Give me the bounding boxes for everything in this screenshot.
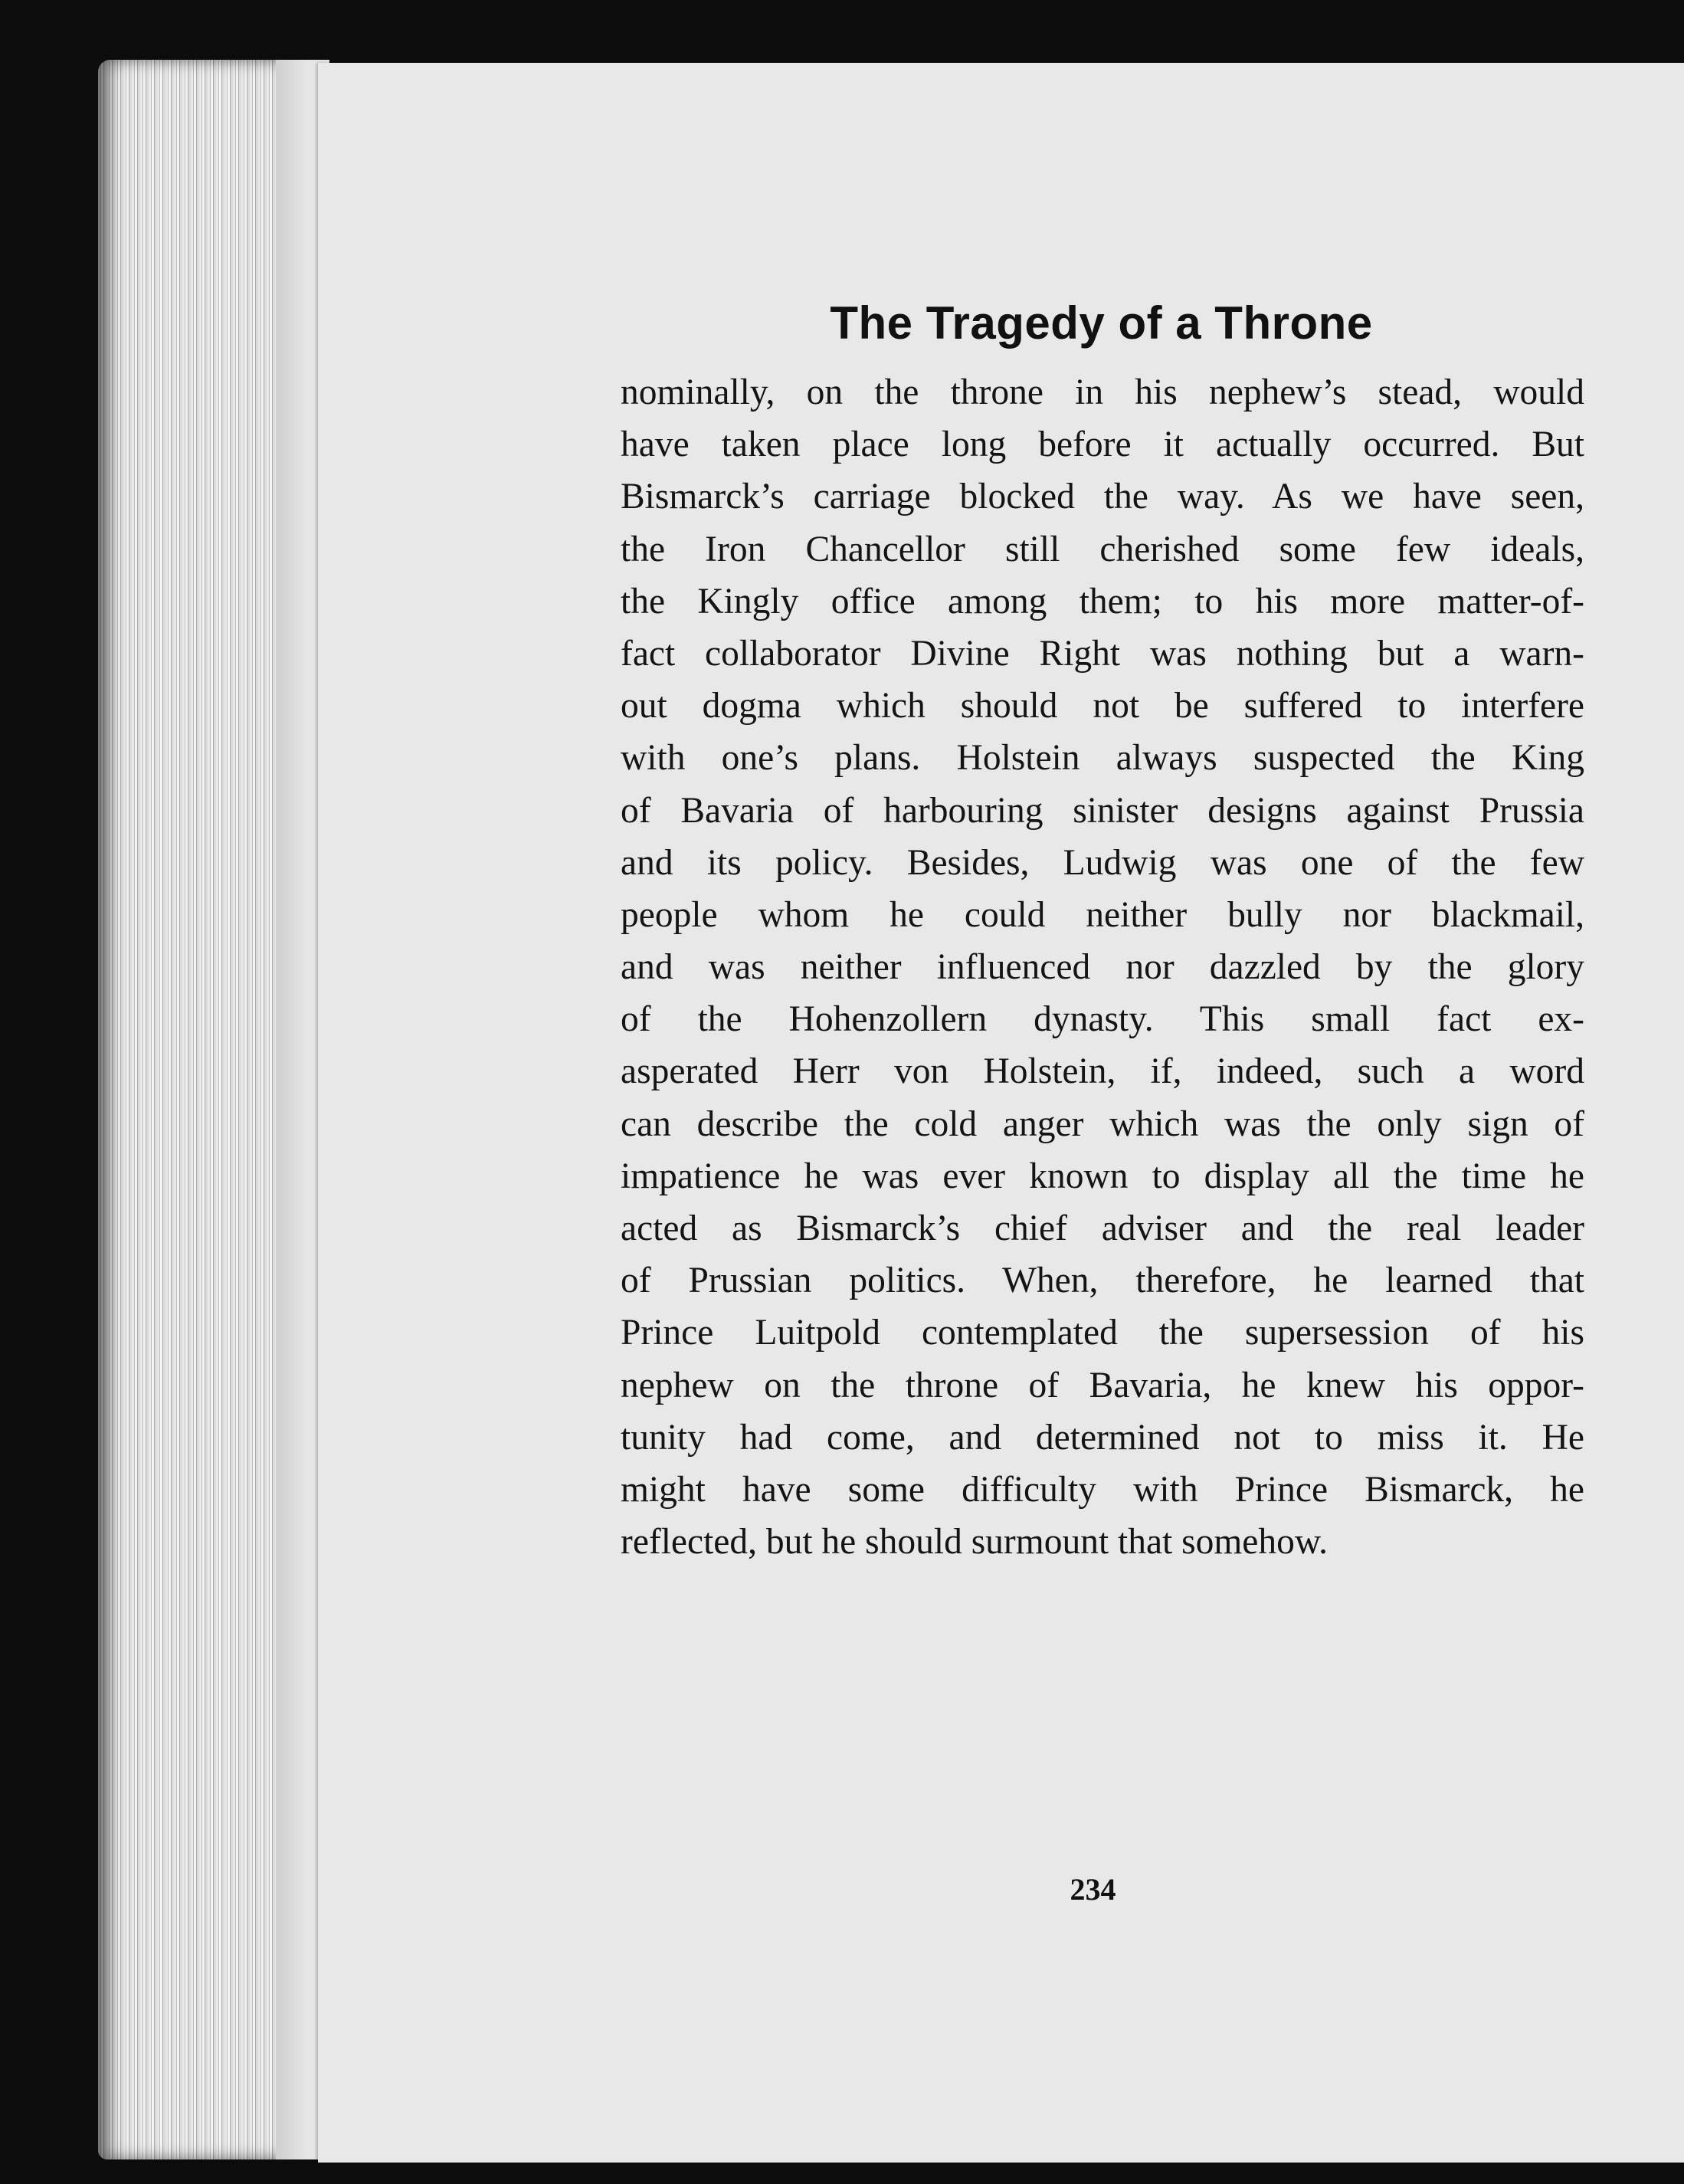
body-text <box>621 366 1584 1568</box>
text-line: the Iron Chancellor still cherished some few ideals, <box>621 529 1584 569</box>
running-head: The Tragedy of a Throne <box>830 297 1373 349</box>
text-line: the Kingly office among them; to his more matter-of- <box>621 581 1584 621</box>
text-line: acted as Bismarck’s chief adviser and the real leader <box>621 1208 1584 1248</box>
text-line: people whom he could neither bully nor blackmail, <box>621 894 1584 935</box>
text-line: can describe the cold anger which was the only sign of <box>621 1103 1584 1144</box>
text-line: nominally, on the throne in his nephew’s stead, would <box>621 372 1584 412</box>
text-line: of the Hohenzollern dynasty. This small fact ex- <box>621 999 1584 1040</box>
text-line: asperated Herr von Holstein, if, indeed, such a word <box>621 1051 1584 1092</box>
text-line: of Prussian politics. When, therefore, he learned that <box>621 1261 1584 1301</box>
text-line: have taken place long before it actually occurred. But <box>621 425 1584 465</box>
text-line: tunity had come, and determined not to miss it. He <box>621 1417 1584 1458</box>
book-page <box>318 63 1684 2163</box>
text-line: Prince Luitpold contemplated the supersession of his <box>621 1313 1584 1353</box>
text-line: with one’s plans. Holstein always suspected the King <box>621 738 1584 779</box>
text-line: Bismarck’s carriage blocked the way. As we have seen, <box>621 477 1584 517</box>
text-line: reflected, but he should surmount that somehow. <box>621 1522 1328 1563</box>
text-line: out dogma which should not be suffered to interfere <box>621 686 1584 726</box>
text-line: of Bavaria of harbouring sinister designs against Prussia <box>621 790 1584 831</box>
text-line: might have some difficulty with Prince Bismarck, he <box>621 1469 1584 1510</box>
text-line: nephew on the throne of Bavaria, he knew his oppor- <box>621 1365 1584 1405</box>
text-line: and its policy. Besides, Ludwig was one of the few <box>621 842 1584 883</box>
text-line: impatience he was ever known to display all the time he <box>621 1156 1584 1196</box>
page-number: 234 <box>1070 1872 1116 1907</box>
text-line: fact collaborator Divine Right was nothing but a warn- <box>621 633 1584 674</box>
text-line: and was neither influenced nor dazzled by the glory <box>621 947 1584 988</box>
